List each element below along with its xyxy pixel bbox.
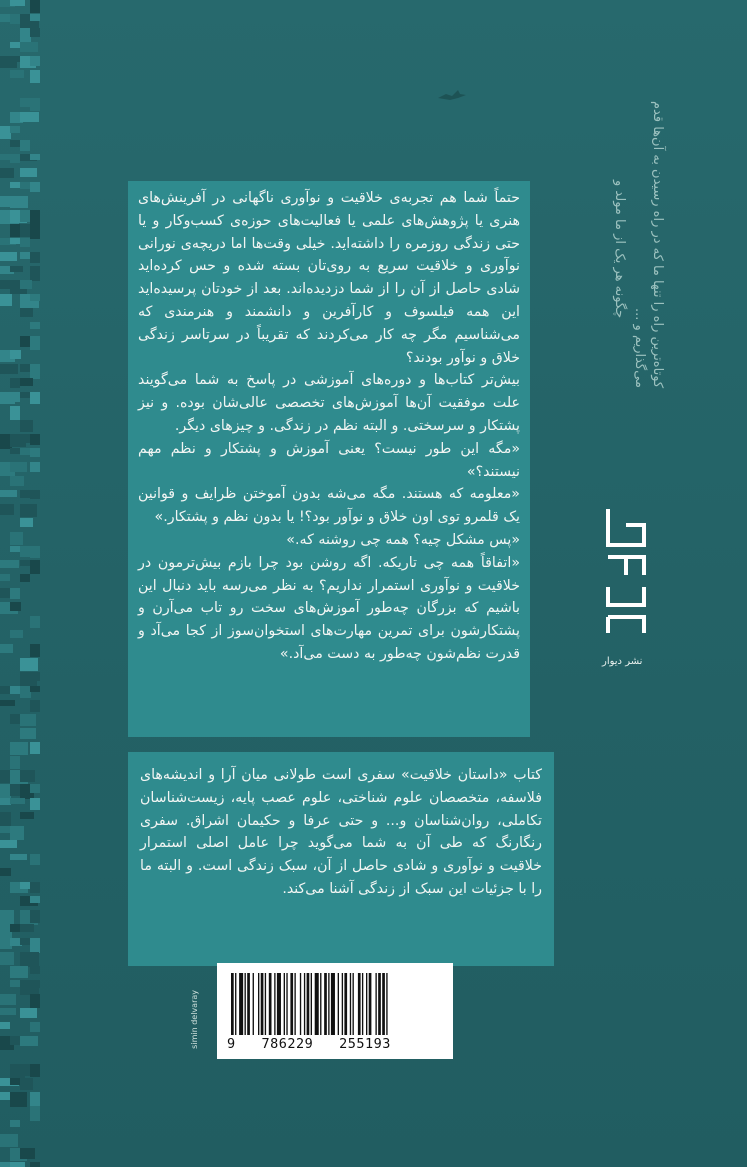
pixel-block [20, 1008, 37, 1018]
paragraph-3: «مگه این طور نیست؟ یعنی آموزش و پشتکار و نظم مهم نیستند؟» [138, 440, 520, 480]
pixel-block [0, 490, 17, 497]
pixel-block [0, 1134, 18, 1147]
pixel-block [10, 742, 28, 755]
pixel-block [10, 196, 28, 208]
pixel-block [20, 140, 30, 151]
barcode-bar [375, 973, 376, 1035]
pixel-block [20, 504, 37, 517]
barcode-bar [344, 973, 347, 1035]
pixel-block [30, 1022, 40, 1032]
barcode-bar [386, 973, 387, 1035]
pixel-block [20, 42, 38, 52]
paragraph-4: «معلومه که هستند. مگه می‌شه بدون آموختن ظرایف و قوانین یک قلمرو توی اون خلاق و نوآور بود؟! یا بدون نظم و پشتکار.» [138, 486, 520, 526]
pixel-block [0, 574, 10, 581]
barcode-bar [286, 973, 287, 1035]
pixel-block [10, 476, 24, 486]
pixel-block [0, 840, 17, 848]
pixel-block [10, 756, 20, 769]
pixel-block [20, 420, 33, 432]
pixel-block [10, 798, 25, 804]
pixel-block [30, 336, 40, 350]
barcode-bar [235, 973, 236, 1035]
barcode-bar [362, 973, 363, 1035]
pixel-block [30, 798, 40, 810]
pixel-block [20, 182, 30, 189]
pixel-block [20, 924, 34, 932]
pixel-block [20, 238, 30, 247]
pixel-block [30, 1106, 40, 1121]
paragraph-2: بیش‌تر کتاب‌ها و دوره‌های آموزشی در پاسخ به شما می‌گویند علت موفقیت آن‌ها آموزش‌های تخصصی عالی‌شان بوده. و نیز پشتکار و سرسختی. و البته نظم در زندگی. و چیزهای دیگر. [138, 372, 520, 434]
barcode-bar [328, 973, 329, 1035]
pixel-block [30, 364, 40, 379]
pixel-block [20, 728, 36, 739]
pixel-block [30, 434, 40, 445]
pixel-block [10, 854, 27, 860]
barcode-bar [378, 973, 381, 1035]
pixel-block [20, 112, 39, 122]
pixel-block [30, 616, 40, 628]
pixel-block [30, 0, 40, 13]
pixel-block [20, 1036, 38, 1046]
pixel-block [20, 280, 32, 289]
barcode-bar [382, 973, 385, 1035]
barcode-bar [284, 973, 285, 1035]
barcode-bar [274, 973, 275, 1035]
pixel-block [20, 714, 36, 726]
barcode-bar [353, 973, 354, 1035]
pixel-block [20, 546, 30, 557]
pixel-block [30, 70, 40, 83]
pixel-block [10, 532, 23, 545]
pixel-block [30, 854, 40, 865]
paragraph-6: «اتفاقاً همه چی تاریکه. اگه روشن بود چرا بازم بیش‌ترمون در خلاقیت و نوآوری استمرار نداریم؟ به نظر می‌رسه باید دنبال این باشیم که بزرگان چه‌طور آموزش‌های سخت رو تاب می‌آرن و پشتکارشون برای تمرین مهارت‌های استخوان‌سوز از کجا می‌آد و قدرت نظم‌شون چه‌طور به دست می‌آد.» [138, 554, 520, 662]
barcode-bar [265, 973, 266, 1035]
paragraph-5: «پس مشکل چیه؟ همه چی روشنه که.» [286, 531, 520, 548]
designer-credit: simin delvaray [190, 990, 199, 1049]
pixel-block [0, 1008, 16, 1015]
pixel-block [10, 826, 24, 840]
pixel-block [20, 952, 39, 967]
summary-box [128, 752, 554, 966]
pixel-block [0, 294, 12, 306]
barcode-bar [247, 973, 250, 1035]
vertical-tagline-line2: کوتاه‌ترین راه را تنها ما که در راه رسیدن به آن‌ها قدم می‌گذاریم و ... [632, 100, 665, 388]
pixel-pattern-strip [0, 0, 40, 1167]
pixel-block [30, 686, 40, 692]
pixel-block [0, 910, 14, 925]
barcode-bar [311, 973, 312, 1035]
pixel-block [20, 574, 30, 582]
pixel-block [10, 966, 28, 978]
pixel-block [30, 252, 40, 263]
pixel-block [30, 28, 40, 37]
pixel-block [0, 952, 14, 965]
barcode-bar [304, 973, 305, 1035]
pixel-block [10, 126, 20, 133]
pixel-block [20, 518, 33, 527]
barcode-bar [366, 973, 367, 1035]
pixel-block [20, 168, 37, 177]
pixel-block [30, 294, 40, 301]
pixel-block [10, 1092, 27, 1107]
barcode-bar [320, 973, 321, 1035]
barcode-bar [277, 973, 281, 1035]
pixel-block [30, 322, 40, 329]
barcode-bar [239, 973, 243, 1035]
pixel-block [10, 70, 24, 78]
pixel-block [10, 154, 20, 163]
pixel-block [0, 364, 18, 374]
pixel-block [30, 392, 40, 404]
barcode-bar [369, 973, 372, 1035]
pixel-block [30, 462, 40, 472]
pixel-block [30, 448, 40, 457]
pixel-block [30, 784, 40, 793]
barcode-bar [338, 973, 339, 1035]
pixel-block [30, 56, 40, 66]
barcode-bar [315, 973, 319, 1035]
barcode-bar [358, 973, 361, 1035]
barcode-icon [231, 973, 441, 1035]
pixel-block [10, 392, 20, 402]
pixel-block [0, 504, 14, 515]
pixel-block [30, 994, 40, 1008]
pixel-block [10, 406, 20, 420]
bird-icon [436, 86, 468, 104]
pixel-block [30, 910, 40, 923]
pixel-block [20, 308, 33, 317]
pixel-block [20, 658, 38, 671]
pixel-block [30, 210, 40, 225]
barcode-bar [307, 973, 310, 1035]
pixel-block [30, 14, 40, 21]
barcode-bar [324, 973, 327, 1035]
pixel-block [0, 994, 16, 1005]
barcode-bar [245, 973, 246, 1035]
pixel-block [10, 1120, 20, 1127]
pixel-block [30, 742, 40, 754]
pixel-block [0, 252, 17, 261]
barcode-digits: 9 786229 255193 [227, 1036, 391, 1052]
pixel-block [30, 1162, 40, 1167]
pixel-block [30, 672, 40, 681]
isbn-barcode [217, 963, 453, 1059]
barcode-bar [253, 973, 254, 1035]
barcode-bar [261, 973, 264, 1035]
pixel-block [30, 700, 40, 712]
publisher-logo-icon [604, 505, 648, 635]
pixel-block [30, 560, 40, 574]
barcode-bar [290, 973, 293, 1035]
pixel-block [30, 154, 40, 160]
pixel-block [0, 868, 11, 876]
pixel-block [10, 588, 20, 599]
pixel-block [20, 1148, 35, 1159]
vertical-tagline-line1: چگونه هر یک از ما مولد و [612, 179, 627, 318]
barcode-bar [331, 973, 335, 1035]
pixel-block [30, 546, 40, 558]
pixel-block [20, 812, 34, 819]
pixel-block [30, 938, 40, 953]
pixel-block [20, 770, 35, 782]
barcode-bar [300, 973, 301, 1035]
barcode-bar [269, 973, 272, 1035]
pixel-block [10, 0, 25, 6]
pixel-block [20, 1078, 33, 1090]
pixel-block [10, 378, 20, 388]
pixel-block [30, 490, 40, 499]
pixel-block [30, 1092, 40, 1107]
pixel-block [0, 560, 19, 568]
pixel-block [30, 896, 40, 903]
pixel-block [10, 630, 23, 638]
pixel-block [0, 644, 13, 653]
paragraph-1: حتماً شما هم تجربه‌ی خلاقیت و نوآوری ناگهانی در آفرینش‌های هنری یا پژوهش‌های علمی یا فعالیت‌های حوزه‌ی کسب‌وکار و یا حتی زندگی روزمره را داشته‌اید. خیلی وقت‌ها اما دریچه‌ی نورانی نوآوری و خلاقیت سریع به روی‌تان بسته شده و حس کرده‌اید شادی حاصل از آن را از شما دزدیده‌اند. بعد از خودتان پرسیده‌اید این همه فیلسوف و کارآفرین و دانشمند و هنرمندی که می‌شناسیم مگر چه کار می‌کردند که تقریباً در سرتاسر زندگی خلاق و نوآور بودند؟ [138, 190, 520, 366]
pixel-block [30, 98, 40, 111]
pixel-block [10, 266, 23, 272]
summary-paragraph: کتاب «داستان خلاقیت» سفری است طولانی میان آرا و اندیشه‌های فلاسفه، متخصصان علوم شناختی، علوم عصب پایه، زیست‌شناسان تکاملی، روان‌شناسان و... و حتی عرفا و حکیمان اشراق. سفری رنگارنگ که طی آن به شما می‌گوید چرا عامل اصلی استمرار خلاقیت و نوآوری و شادی حاصل از آن، سبک زندگی است. و البته ما را با جزئیات این سبک از زندگی آشنا می‌کند. [140, 767, 542, 897]
description-box [128, 181, 530, 737]
barcode-bar [342, 973, 343, 1035]
pixel-block [30, 882, 40, 893]
pixel-block [30, 182, 40, 192]
pixel-block [30, 980, 40, 988]
barcode-bar [350, 973, 351, 1035]
publisher-name: نشر دیوار [602, 656, 643, 667]
pixel-block [10, 1162, 25, 1167]
barcode-bar [258, 973, 259, 1035]
barcode-bar [294, 973, 295, 1035]
pixel-block [10, 462, 27, 472]
pixel-block [30, 266, 40, 281]
barcode-bar [231, 973, 234, 1035]
pixel-block [20, 378, 33, 386]
pixel-block [0, 168, 14, 178]
pixel-block [0, 700, 15, 706]
pixel-block [0, 812, 11, 827]
pixel-block [30, 1064, 40, 1077]
pixel-block [30, 966, 40, 974]
pixel-block [10, 350, 21, 359]
pixel-block [30, 224, 40, 239]
pixel-block [0, 1022, 10, 1029]
pixel-block [10, 602, 21, 611]
pixel-block [30, 644, 40, 657]
